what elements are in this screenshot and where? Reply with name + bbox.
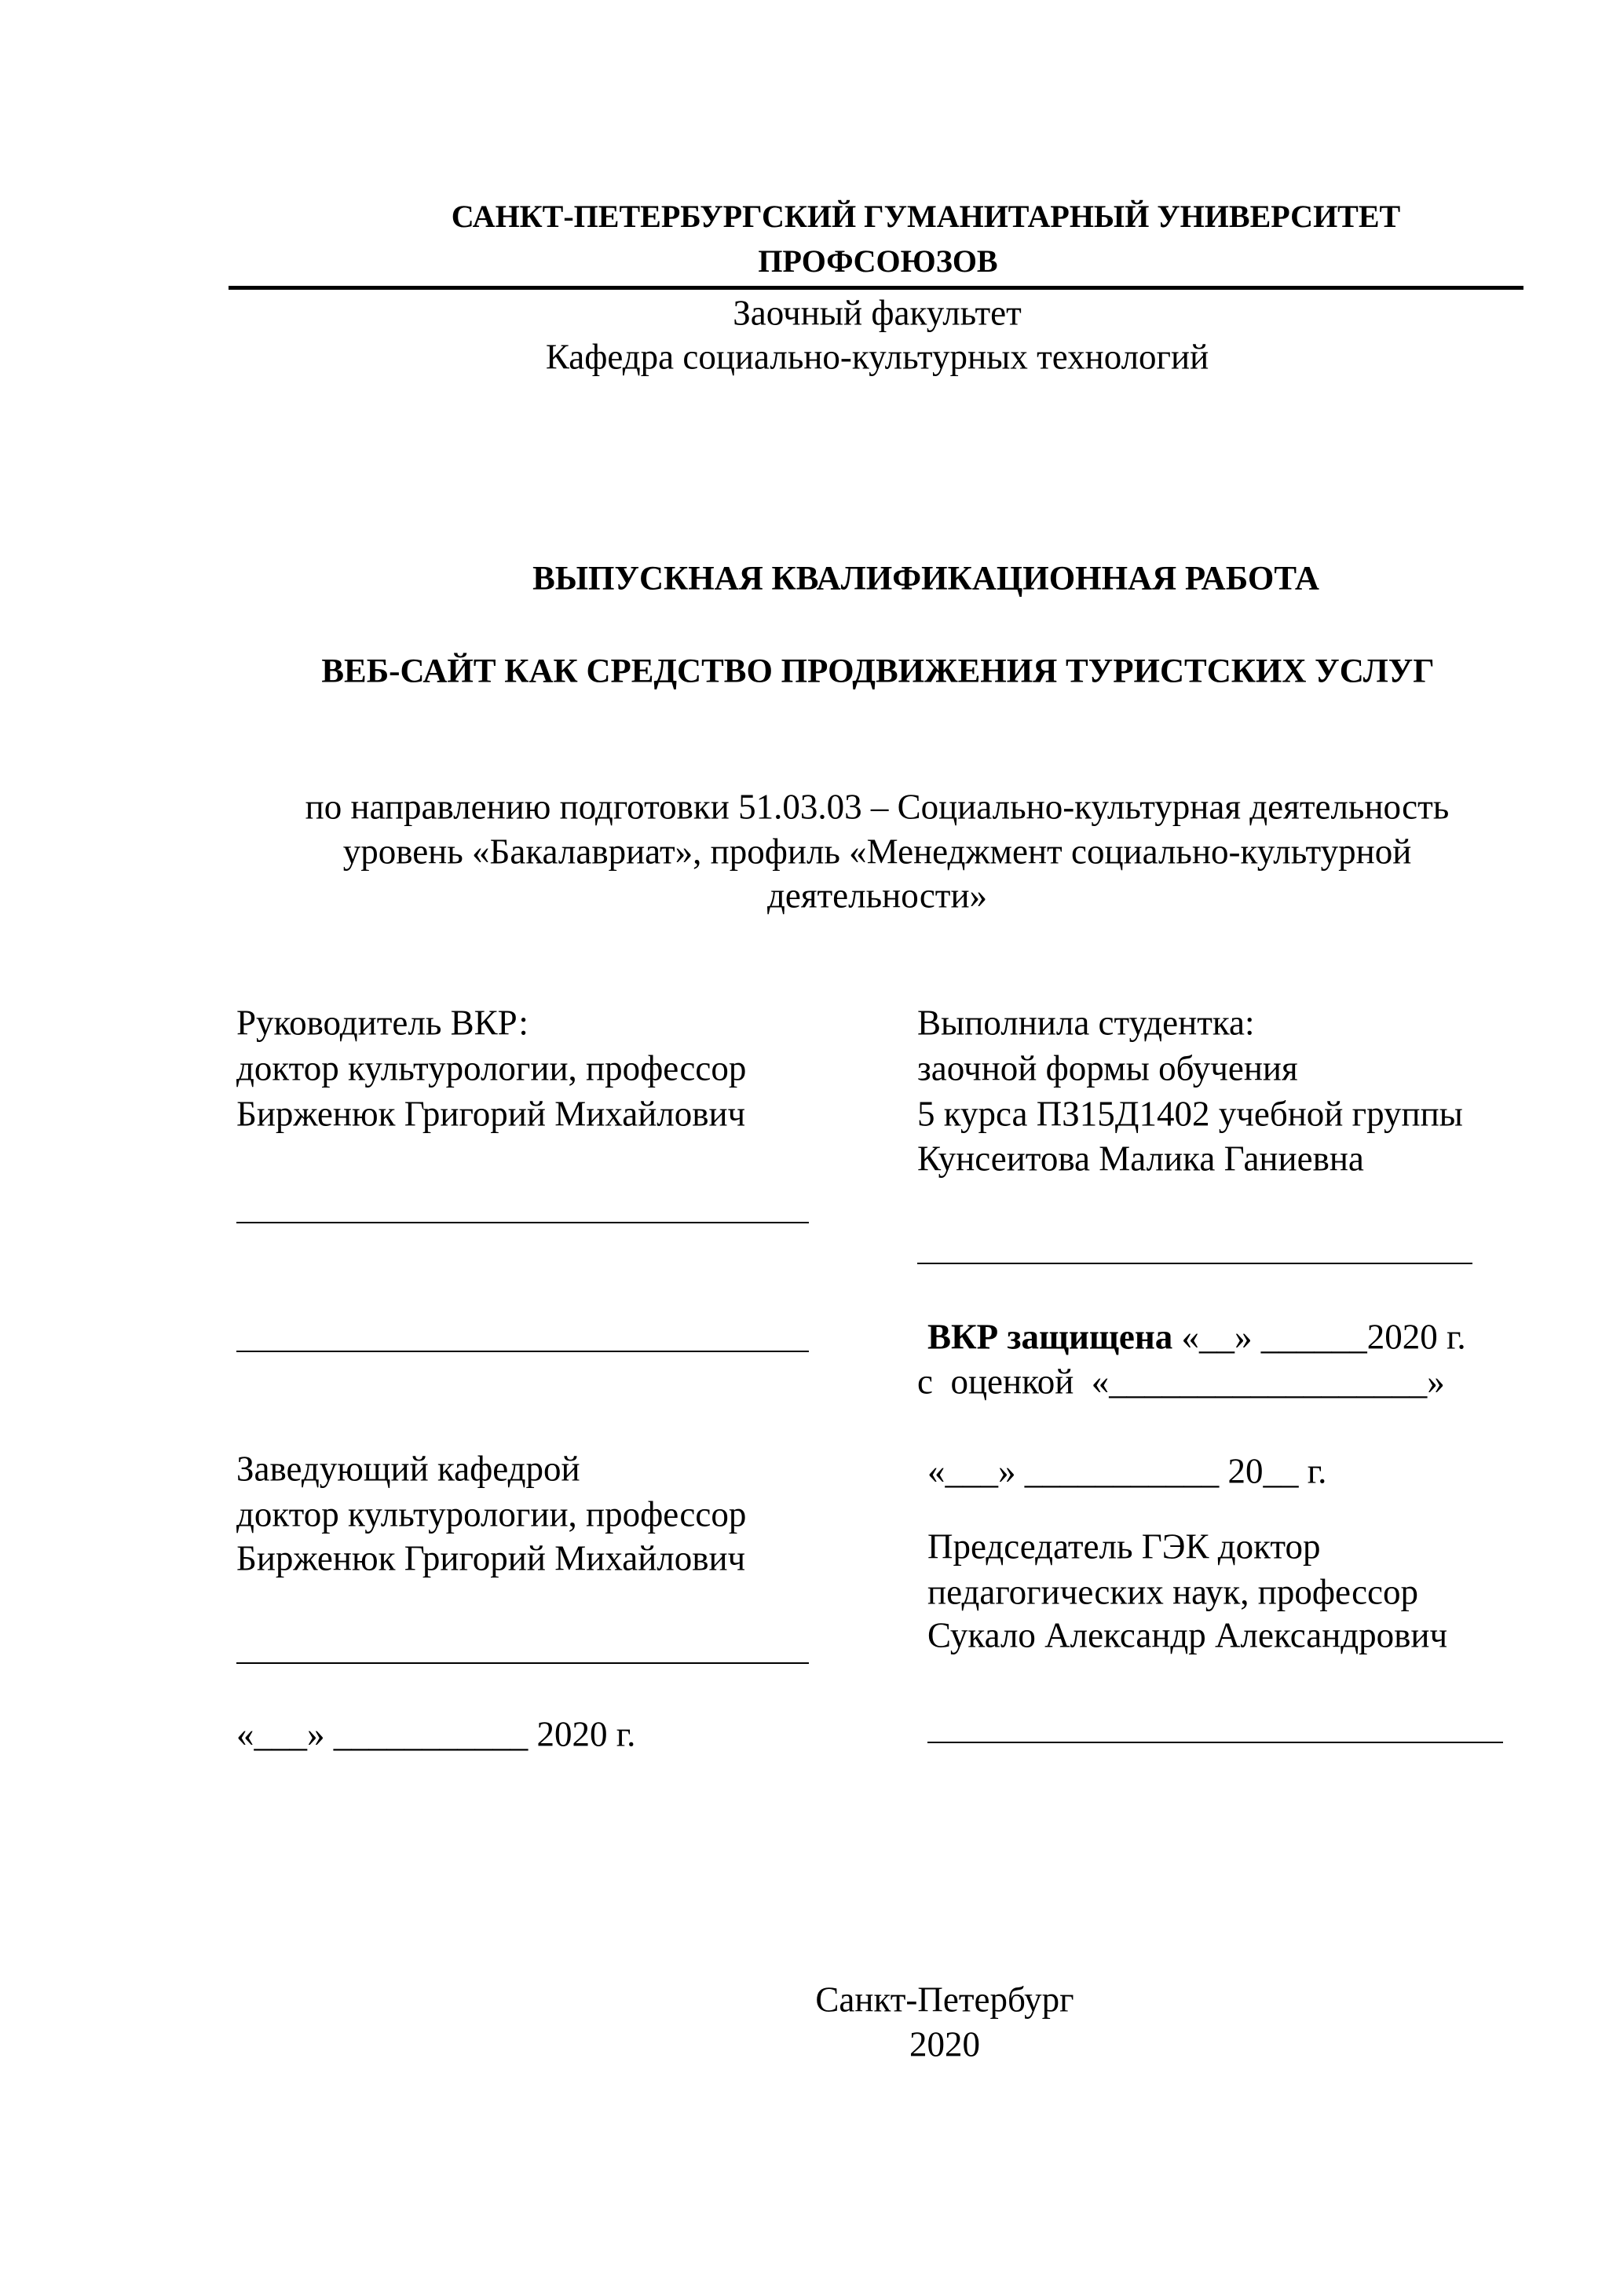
defended-date: «__» ______2020 г. [1172, 1317, 1466, 1357]
student-form: заочной формы обучения [917, 1048, 1298, 1088]
student-label: Выполнила студентка: [917, 1003, 1255, 1043]
supervisor-title: доктор культурологии, профессор [236, 1048, 747, 1088]
defended-line [927, 1317, 1466, 1357]
department: Кафедра социально-культурных технологий [545, 337, 1209, 377]
city: Санкт-Петербург [815, 1980, 1074, 2020]
head-label: Заведующий кафедрой [236, 1449, 580, 1489]
grade-line: с оценкой «__________________» [917, 1362, 1445, 1402]
student-group: 5 курса ПЗ15Д1402 учебной группы [917, 1094, 1463, 1134]
head-signature-line [236, 1662, 809, 1664]
chair-signature-line [927, 1742, 1503, 1743]
work-topic: ВЕБ-САЙТ КАК СРЕДСТВО ПРОДВИЖЕНИЯ ТУРИСТСКИХ УСЛУГ [321, 653, 1435, 690]
university-name-line1: САНКТ-ПЕТЕРБУРГСКИЙ ГУМАНИТАРНЫЙ УНИВЕРСИТЕТ [451, 199, 1401, 234]
defended-label: ВКР защищена [927, 1317, 1173, 1357]
student-signature-line [917, 1263, 1472, 1264]
chair-name: Сукало Александр Александрович [927, 1615, 1448, 1655]
signature-line [236, 1351, 809, 1352]
supervisor-signature-line [236, 1222, 809, 1223]
student-name: Кунсеитова Малика Ганиевна [917, 1139, 1364, 1179]
year: 2020 [909, 2024, 980, 2064]
direction-line: деятельности» [766, 876, 988, 916]
faculty: Заочный факультет [733, 293, 1022, 333]
university-name-line2: ПРОФСОЮЗОВ [758, 243, 998, 279]
chair-date-line: «___» ___________ 20__ г. [927, 1451, 1327, 1491]
direction-line: по направлению подготовки 51.03.03 – Социально-культурная деятельность [305, 787, 1450, 827]
supervisor-label: Руководитель ВКР: [236, 1003, 529, 1043]
head-title: доктор культурологии, профессор [236, 1494, 747, 1534]
head-name: Бирженюк Григорий Михайлович [236, 1538, 746, 1578]
supervisor-name: Бирженюк Григорий Михайлович [236, 1094, 746, 1134]
work-type: ВЫПУСКНАЯ КВАЛИФИКАЦИОННАЯ РАБОТА [532, 560, 1319, 598]
header-divider [229, 286, 1523, 290]
chair-title: педагогических наук, профессор [927, 1572, 1419, 1612]
chair-label: Председатель ГЭК доктор [927, 1526, 1321, 1567]
head-date-line: «___» ___________ 2020 г. [236, 1714, 636, 1754]
direction-line: уровень «Бакалавриат», профиль «Менеджмент социально-культурной [342, 832, 1412, 872]
